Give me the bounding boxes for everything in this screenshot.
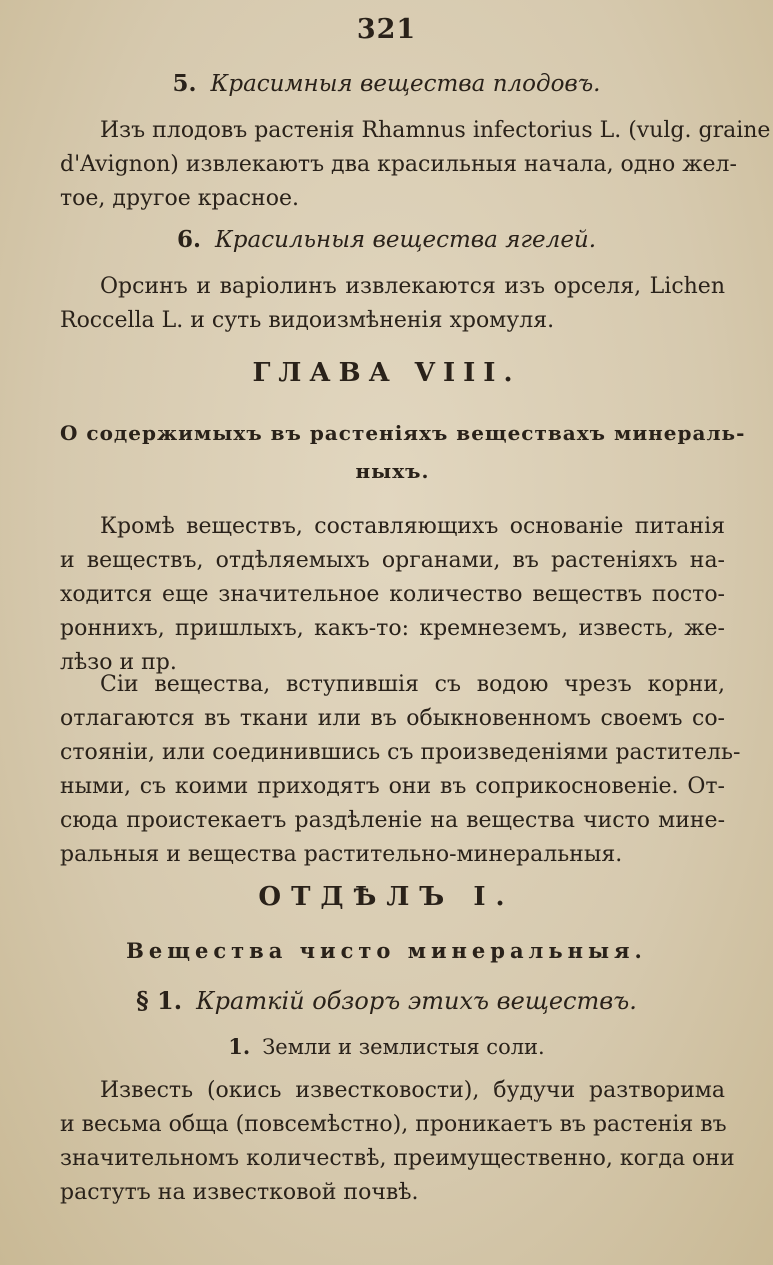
subsection-number: 1. <box>228 1034 251 1059</box>
chapter-title-line: ныхъ. <box>355 459 430 483</box>
section-title: Краткій обзоръ этихъ веществъ. <box>196 987 637 1015</box>
paragraph-line: значительномъ количествѣ, преимущественно, когда они <box>60 1146 735 1171</box>
paragraph-line: отлагаются въ ткани или въ обыкновенномъ своемъ со- <box>60 706 725 731</box>
paragraph-2 <box>60 668 741 872</box>
subsection-heading <box>0 1034 773 1059</box>
section-6-heading <box>0 226 773 253</box>
paragraph-line: d'Avignon) извлекаютъ два красильныя начала, одно жел- <box>60 152 737 177</box>
chapter-title <box>60 414 746 490</box>
section-5-heading <box>0 70 773 97</box>
chapter-heading: ГЛАВА VIII. <box>252 358 521 388</box>
section-5-number: 5. <box>172 70 197 97</box>
paragraph-line: Известь (окись известковости), будучи разтворима <box>100 1078 725 1103</box>
paragraph-line: роннихъ, пришлыхъ, какъ-то: кремнеземъ, известь, же- <box>60 616 725 641</box>
paragraph-section-heading <box>0 986 773 1015</box>
division-title: Вещества чисто минеральныя. <box>126 938 647 963</box>
paragraph-line: Изъ плодовъ растенія Rhamnus infectorius L. (vulg. graine <box>100 118 771 143</box>
subsection-title: Земли и землистыя соли. <box>262 1035 545 1059</box>
paragraph-line: и весьма обща (повсемѣстно), проникаетъ въ растенія въ <box>60 1112 727 1137</box>
paragraph-1 <box>60 510 725 680</box>
paragraph-line: Сіи вещества, вступившія съ водою чрезъ корни, <box>100 672 725 697</box>
section-6-number: 6. <box>176 226 201 253</box>
chapter-title-line: О содержимыхъ въ растеніяхъ веществахъ минераль- <box>60 421 746 445</box>
page-number: 321 <box>356 14 417 45</box>
paragraph-line: Roccella L. и суть видоизмѣненія хромуля. <box>60 308 555 333</box>
paragraph-line: Орсинъ и варіолинъ извлекаются изъ орселя, Lichen <box>100 274 725 299</box>
paragraph-line: Кромѣ веществъ, составляющихъ основаніе питанія <box>100 514 725 539</box>
paragraph-line: тое, другое красное. <box>60 186 299 211</box>
paragraph-line: ральныя и вещества растительно-минеральныя. <box>60 842 623 867</box>
section-5-paragraph <box>60 114 771 216</box>
paragraph-line: растутъ на известковой почвѣ. <box>60 1180 419 1205</box>
section-6-title: Красильныя вещества ягелей. <box>214 227 597 253</box>
paragraph-line: и веществъ, отдѣляемыхъ органами, въ растеніяхъ на- <box>60 548 725 573</box>
division-heading: ОТДѢЛЪ I. <box>258 882 515 912</box>
section-5-title: Красимныя вещества плодовъ. <box>210 71 601 97</box>
paragraph-line: ходится еще значительное количество веществъ посто- <box>60 582 725 607</box>
paragraph-line: стояніи, или соединившись съ произведеніями раститель- <box>60 740 741 765</box>
paragraph-line: сюда проистекаетъ раздѣленіе на вещества чисто мине- <box>60 808 725 833</box>
section-symbol: § 1. <box>136 986 183 1015</box>
paragraph-line: лѣзо и пр. <box>60 650 177 675</box>
paragraph-line: ными, съ коими приходятъ они въ соприкосновеніе. От- <box>60 774 725 799</box>
section-6-paragraph <box>60 270 725 338</box>
paragraph-3 <box>60 1074 735 1210</box>
